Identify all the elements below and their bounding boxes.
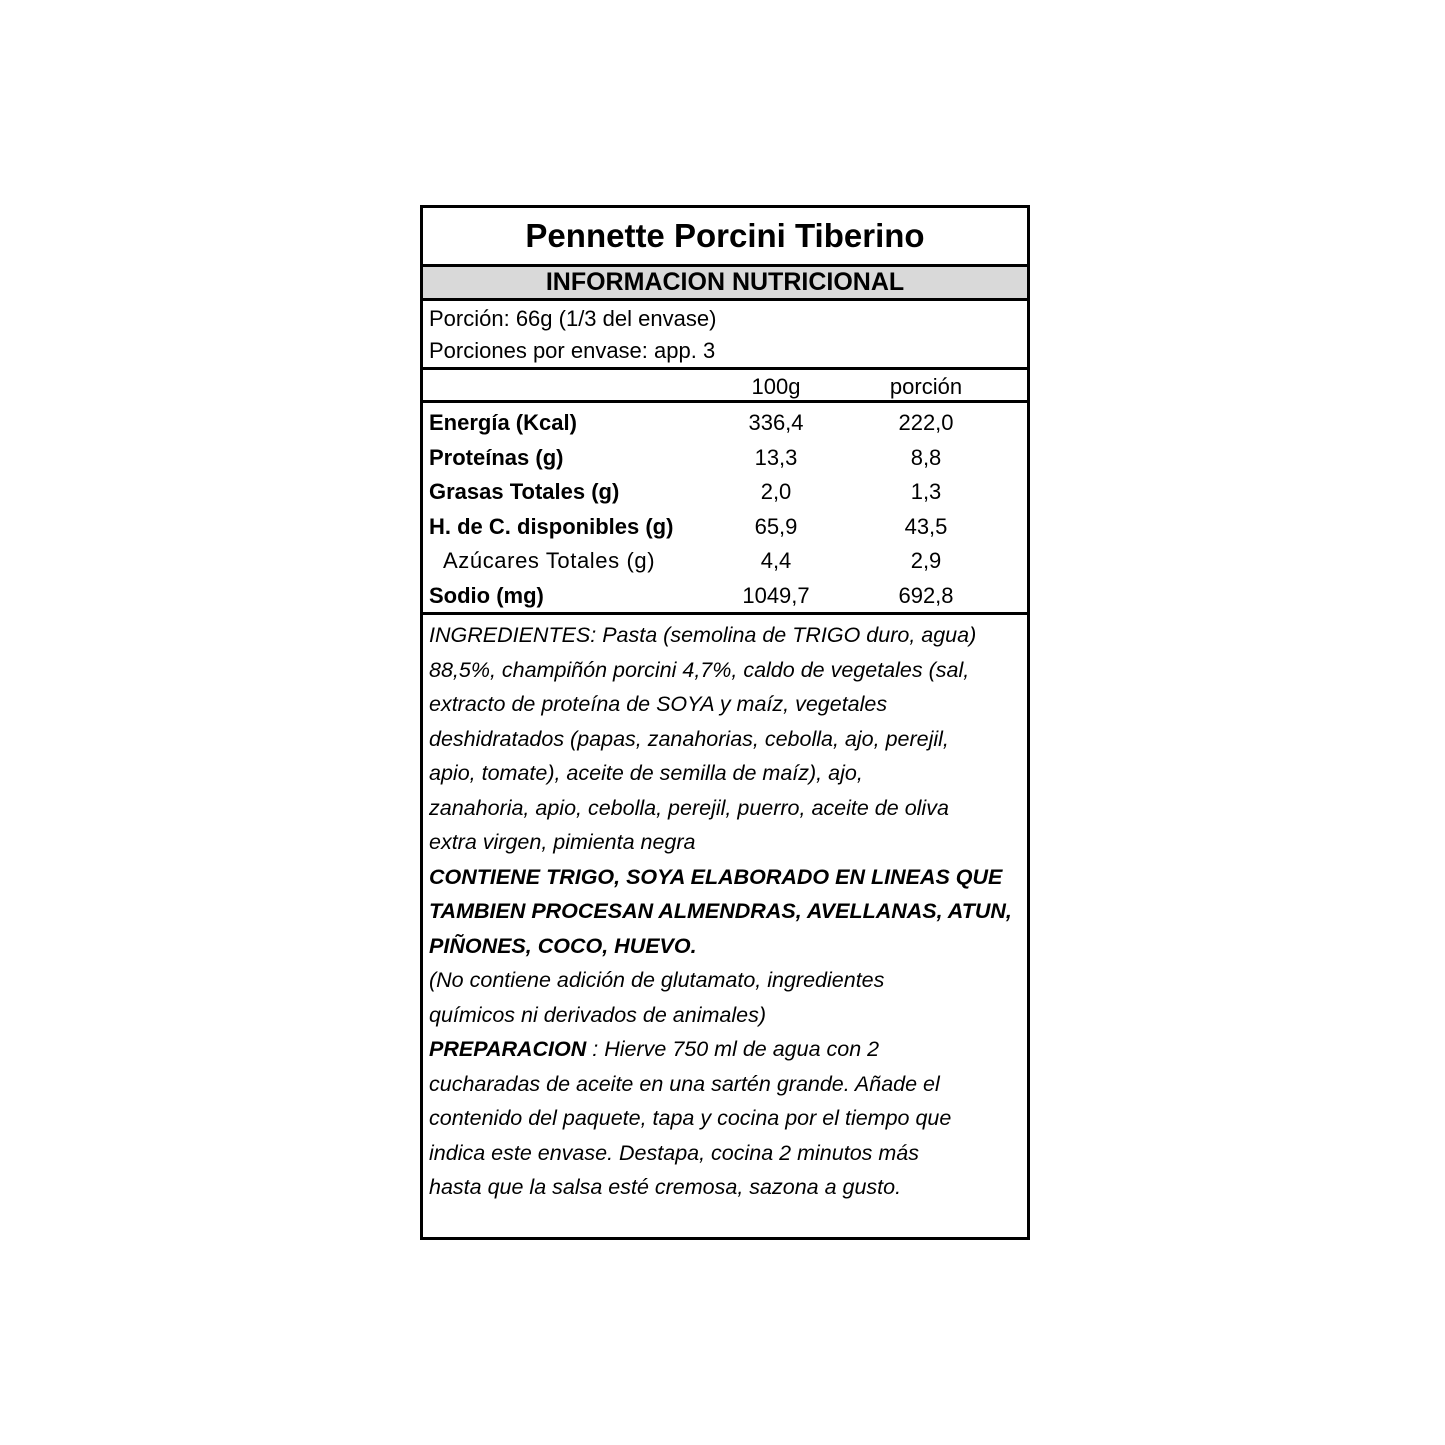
preparation-line: contenido del paquete, tapa y cocina por el tiempo que: [429, 1106, 952, 1130]
ingredients-line: INGREDIENTES: Pasta (semolina de TRIGO duro, agua): [429, 623, 977, 647]
note-line: químicos ni derivados de animales): [429, 1002, 766, 1027]
table-row: [423, 440, 1027, 475]
portion-size: Porción: 66g (1/3 del envase): [429, 306, 717, 331]
portions-per-pack: Porciones por envase: app. 3: [429, 338, 716, 363]
nutrient-value-100g: 2,0: [760, 479, 792, 504]
nutrient-name: Azúcares Totales (g): [443, 548, 656, 573]
nutrient-value-portion: 2,9: [910, 548, 942, 573]
preparation-line: indica este envase. Destapa, cocina 2 minutos más: [429, 1140, 919, 1165]
nutrient-value-portion: 222,0: [898, 410, 954, 435]
column-header-100g: 100g: [751, 374, 801, 399]
nutrient-value-100g: 4,4: [760, 548, 792, 573]
nutrient-value-100g: 336,4: [748, 410, 804, 435]
allergen-line: PIÑONES, COCO, HUEVO.: [429, 933, 697, 958]
ingredients-section: [423, 615, 1027, 1240]
table-row: [423, 578, 1027, 613]
allergen-line: TAMBIEN PROCESAN ALMENDRAS, AVELLANAS, ATUN,: [429, 899, 1012, 923]
ingredients-line: zanahoria, apio, cebolla, perejil, puerro, aceite de oliva: [429, 795, 949, 820]
ingredients-line: apio, tomate), aceite de semilla de maíz), ajo,: [429, 761, 863, 785]
note-line: (No contiene adición de glutamato, ingredientes: [429, 968, 885, 992]
column-header-portion: porción: [889, 374, 963, 399]
nutrition-label: [420, 205, 1030, 1240]
nutrient-value-portion: 1,3: [910, 479, 942, 504]
ingredients-line: extracto de proteína de SOYA y maíz, vegetales: [429, 692, 888, 716]
allergen-line: CONTIENE TRIGO, SOYA ELABORADO EN LINEAS QUE: [429, 864, 1003, 889]
nutrient-name: Energía (Kcal): [429, 410, 577, 435]
nutrient-value-portion: 43,5: [904, 513, 948, 539]
product-title: Pennette Porcini Tiberino: [423, 208, 1027, 267]
nutrient-name: Sodio (mg): [429, 582, 544, 608]
nutrient-value-100g: 1049,7: [742, 582, 810, 608]
preparation-text: : Hierve 750 ml de agua con 2: [586, 1037, 880, 1061]
column-headers: [423, 370, 1027, 403]
nutrient-name: Grasas Totales (g): [429, 479, 620, 504]
nutrient-table: [423, 403, 1027, 615]
portion-info: [423, 301, 1027, 370]
nutrient-name: H. de C. disponibles (g): [429, 513, 674, 539]
table-row: [423, 474, 1027, 509]
nutrition-header: INFORMACION NUTRICIONAL: [423, 267, 1027, 301]
ingredients-line: deshidratados (papas, zanahorias, cebolla, ajo, perejil,: [429, 726, 949, 751]
preparation-line: hasta que la salsa esté cremosa, sazona a gusto.: [429, 1175, 902, 1199]
preparation-line: cucharadas de aceite en una sartén grande. Añade el: [429, 1071, 940, 1096]
nutrient-value-100g: 65,9: [754, 513, 798, 539]
nutrient-name: Proteínas (g): [429, 444, 564, 470]
table-row: [423, 543, 1027, 578]
ingredients-line: 88,5%, champiñón porcini 4,7%, caldo de vegetales (sal,: [429, 657, 970, 682]
ingredients-line: extra virgen, pimienta negra: [429, 830, 696, 854]
table-row: [423, 509, 1027, 544]
label-bottom-border: [420, 1237, 1030, 1240]
nutrient-value-portion: 692,8: [898, 582, 954, 608]
table-row: [423, 405, 1027, 440]
preparation-label: PREPARACION: [429, 1037, 587, 1061]
nutrient-value-portion: 8,8: [910, 444, 942, 470]
preparation-first-line: [429, 1032, 1027, 1067]
nutrient-value-100g: 13,3: [754, 444, 798, 470]
